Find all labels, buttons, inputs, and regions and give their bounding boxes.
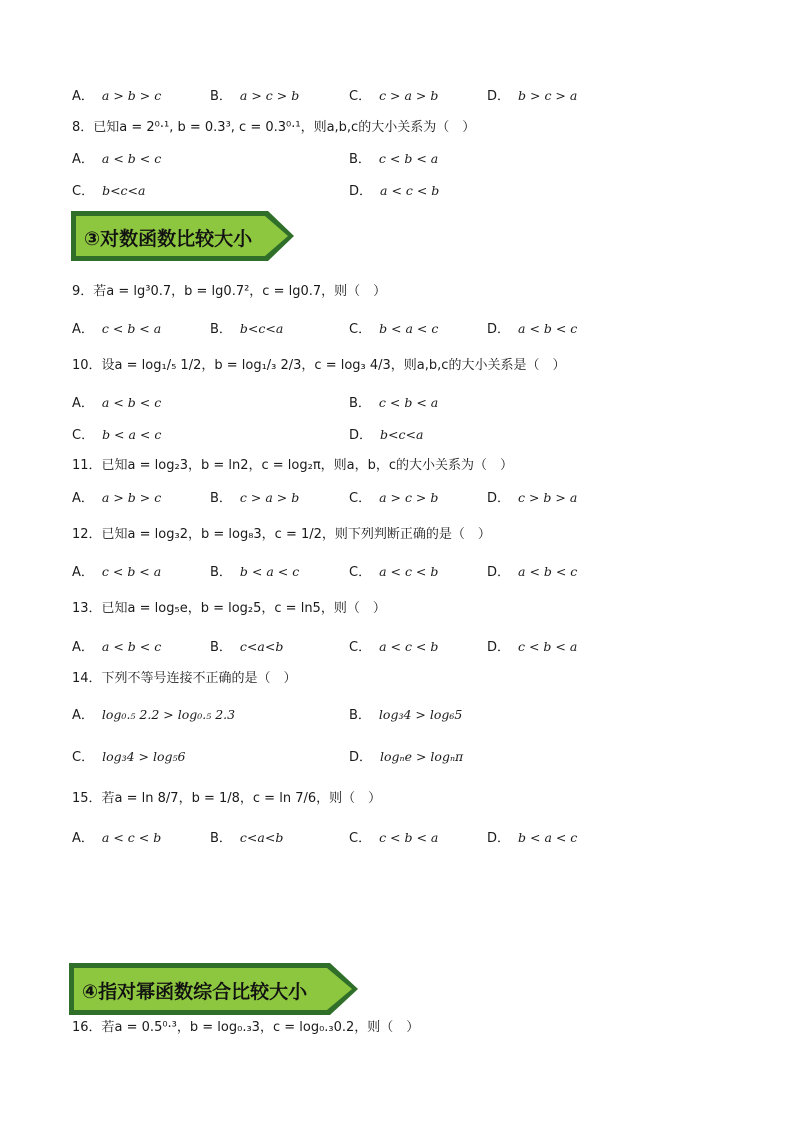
- question-stem: 15．若a = ln 8/7，b = 1/8，c = ln 7/6，则（ ）: [72, 791, 382, 806]
- option-c: C． c > a > b: [349, 88, 439, 104]
- option-a: A． a < b < c: [72, 151, 162, 167]
- option-b: B． c < b < a: [349, 151, 439, 167]
- question-13: [0, 599, 794, 623]
- option-d: D． logₙe > logₙπ: [349, 749, 464, 765]
- q14-options-row1: [0, 705, 794, 729]
- q8-options-row1: [0, 149, 794, 173]
- question-stem: 9．若a = lg³0.7，b = lg0.7²，c = lg0.7，则（ ）: [72, 284, 387, 299]
- option-a: A． a < c < b: [72, 830, 162, 846]
- question-stem: 8．已知a = 2⁰·¹, b = 0.3³, c = 0.3⁰·¹，则a,b,c的大小关系为（ ）: [72, 120, 476, 135]
- q10-options-row1: [0, 393, 794, 417]
- option-b: B． c < b < a: [349, 395, 439, 411]
- option-c: C． a < c < b: [349, 639, 439, 655]
- option-a: A． a < b < c: [72, 395, 162, 411]
- section-banner-4: [68, 962, 360, 1016]
- q12-options: [0, 562, 794, 586]
- question-stem: 14．下列不等号连接不正确的是（ ）: [72, 671, 297, 686]
- section-banner-3: [70, 210, 296, 262]
- question-10: [0, 356, 794, 380]
- question-8: [0, 118, 794, 142]
- option-c: C． c < b < a: [349, 830, 439, 846]
- option-d: D． b > c > a: [487, 88, 578, 104]
- option-b: B． c > a > b: [210, 490, 300, 506]
- option-b: B． a > c > b: [210, 88, 300, 104]
- question-stem: 12．已知a = log₃2，b = log₈3，c = 1/2，则下列判断正确的是（ ）: [72, 527, 491, 542]
- question-16: [0, 1018, 794, 1042]
- question-12: [0, 525, 794, 549]
- q9-options: [0, 319, 794, 343]
- option-d: D． a < b < c: [487, 321, 578, 337]
- option-a: A． a > b > c: [72, 490, 162, 506]
- option-a: A． log₀.₅ 2.2 > log₀.₅ 2.3: [72, 707, 236, 723]
- option-d: D． c > b > a: [487, 490, 578, 506]
- option-a: A． a < b < c: [72, 639, 162, 655]
- option-c: C． b < a < c: [72, 427, 162, 443]
- question-11: [0, 456, 794, 480]
- option-d: D． a < c < b: [349, 183, 440, 199]
- option-a: A． a > b > c: [72, 88, 162, 104]
- q13-options: [0, 637, 794, 661]
- question-9: [0, 282, 794, 306]
- q11-options: [0, 488, 794, 512]
- option-c: C． b < a < c: [349, 321, 439, 337]
- q15-options: [0, 828, 794, 852]
- section-title: ③对数函数比较大小: [84, 228, 253, 250]
- option-d: D． b<c<a: [349, 427, 424, 443]
- question-14: [0, 669, 794, 693]
- section-title: ④指对幂函数综合比较大小: [82, 981, 308, 1003]
- question-stem: 11．已知a = log₂3，b = ln2，c = log₂π，则a，b，c的大小关系为（ ）: [72, 458, 514, 473]
- option-a: A． c < b < a: [72, 321, 162, 337]
- option-b: B． log₃4 > log₆5: [349, 707, 463, 723]
- option-c: C． a > c > b: [349, 490, 439, 506]
- option-b: B． c<a<b: [210, 639, 284, 655]
- q10-options-row2: [0, 425, 794, 449]
- option-b: B． b < a < c: [210, 564, 300, 580]
- q8-options-row2: [0, 181, 794, 205]
- question-stem: 10．设a = log₁/₅ 1/2，b = log₁/₃ 2/3，c = log₃ 4/3，则a,b,c的大小关系是（ ）: [72, 358, 566, 373]
- option-c: C． log₃4 > log₅6: [72, 749, 186, 765]
- option-d: D． c < b < a: [487, 639, 578, 655]
- question-stem: 16．若a = 0.5⁰·³，b = log₀.₃3，c = log₀.₃0.2，则（ ）: [72, 1020, 420, 1035]
- option-c: C． a < c < b: [349, 564, 439, 580]
- question-15: [0, 789, 794, 813]
- option-b: B． b<c<a: [210, 321, 284, 337]
- q7-options: [0, 86, 794, 110]
- option-a: A． c < b < a: [72, 564, 162, 580]
- option-d: D． a < b < c: [487, 564, 578, 580]
- option-b: B． c<a<b: [210, 830, 284, 846]
- option-d: D． b < a < c: [487, 830, 578, 846]
- option-c: C． b<c<a: [72, 183, 146, 199]
- q14-options-row2: [0, 747, 794, 771]
- question-stem: 13．已知a = log₅e，b = log₂5，c = ln5，则（ ）: [72, 601, 386, 616]
